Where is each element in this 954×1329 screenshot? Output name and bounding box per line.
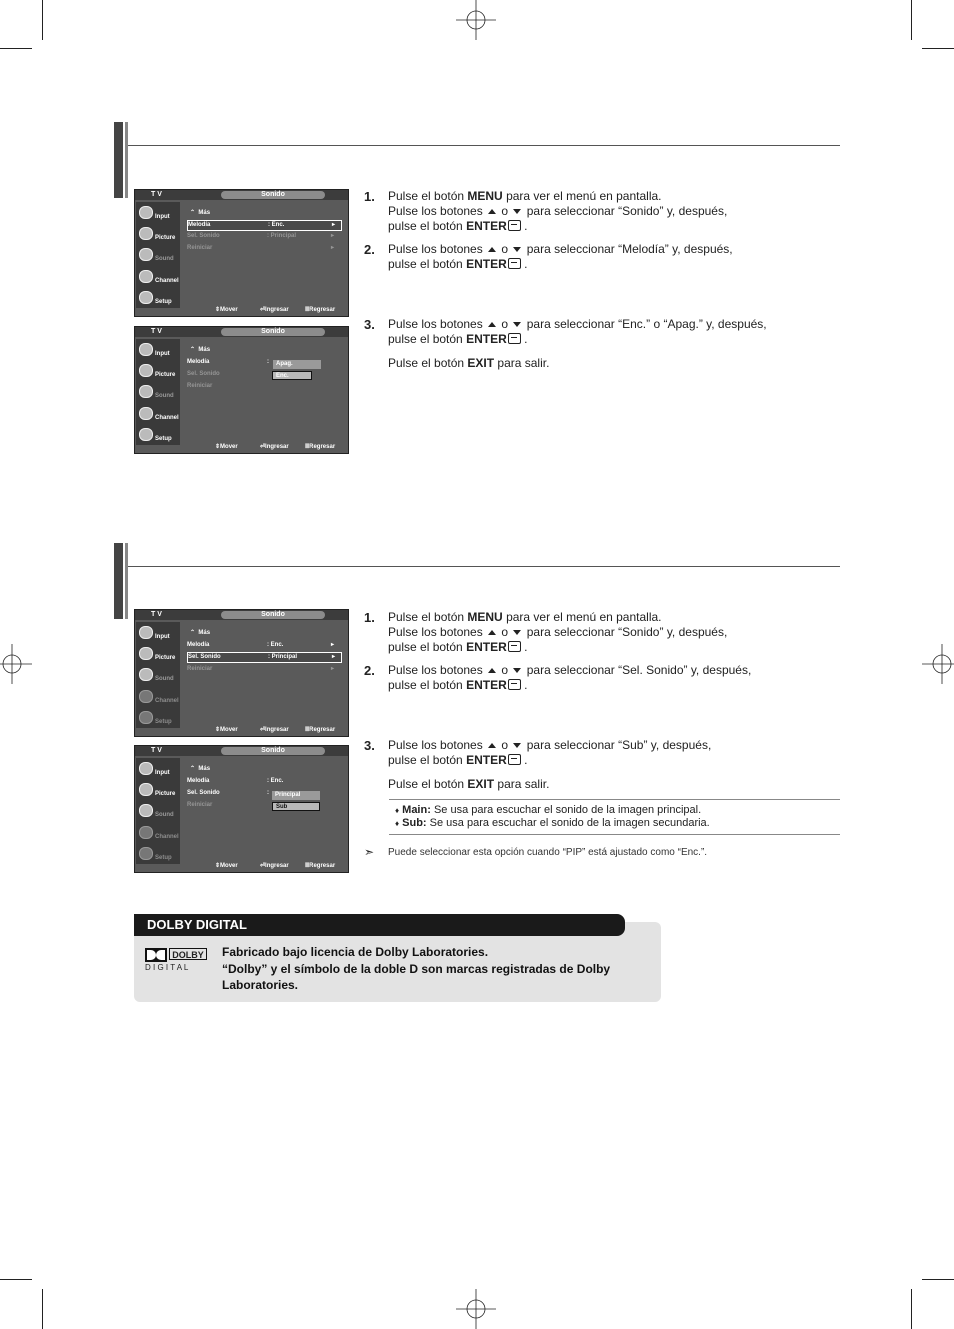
menu-row-sel-sonido: Sel. Sonido : <box>187 790 269 796</box>
info-box <box>389 799 840 835</box>
enter-icon <box>508 220 521 231</box>
tv-menu-screenshot <box>134 189 349 317</box>
menu-footer: ⇕Mover ⏎Ingresar ⅢRegresar <box>215 863 336 869</box>
sidebar-item-channel: Channel <box>136 268 180 288</box>
down-arrow-icon <box>513 743 521 748</box>
menu-tab-title: Sonido <box>221 611 325 619</box>
sidebar-item-picture: Picture <box>136 781 180 801</box>
menu-footer: ⇕Mover ⏎Ingresar ⅢRegresar <box>215 444 336 450</box>
sidebar-item-sound: Sound <box>136 383 180 403</box>
input-icon <box>139 762 153 775</box>
menu-footer: ⇕Mover ⏎Ingresar ⅢRegresar <box>215 727 336 733</box>
tv-label: T V <box>151 611 162 618</box>
crop-mark <box>911 1289 912 1329</box>
menu-row-sel-sonido: Sel. Sonido <box>187 371 220 377</box>
channel-icon <box>139 407 153 420</box>
sidebar-item-picture: Picture <box>136 225 180 245</box>
tv-label: T V <box>151 191 162 198</box>
up-arrow-icon <box>488 668 496 673</box>
dolby-title: DOLBY DIGITAL <box>134 914 625 936</box>
section-marker <box>114 122 128 198</box>
menu-tab-title: Sonido <box>221 747 325 755</box>
sidebar-item-setup: Setup <box>136 289 180 309</box>
crop-mark <box>0 1279 32 1280</box>
input-icon <box>139 626 153 639</box>
info-line-sub: ♦ Sub: Se usa para escuchar el sonido de la imagen secundaria. <box>395 817 710 829</box>
sidebar-item-picture: Picture <box>136 645 180 665</box>
sidebar-item-sound: Sound <box>136 802 180 822</box>
tv-label: T V <box>151 328 162 335</box>
tv-menu-screenshot <box>134 326 349 454</box>
setup-icon <box>139 428 153 441</box>
menu-more: ⌃ Más <box>190 630 211 636</box>
section-rule <box>128 145 840 146</box>
menu-row-melodia: Melodía : <box>187 359 269 365</box>
crop-mark <box>0 48 32 49</box>
down-arrow-icon <box>513 630 521 635</box>
sidebar-item-input: Input <box>136 760 180 780</box>
picture-icon <box>139 647 153 660</box>
up-arrow-icon <box>488 743 496 748</box>
enter-icon <box>508 333 521 344</box>
enter-icon <box>508 641 521 652</box>
menu-row-melodia: Melodía : Enc. ▸ <box>187 220 342 231</box>
tv-menu-screenshot <box>134 745 349 873</box>
double-d-icon <box>145 948 167 962</box>
sidebar-item-input: Input <box>136 204 180 224</box>
input-icon <box>139 343 153 356</box>
channel-icon <box>139 270 153 283</box>
sidebar-item-setup: Setup <box>136 845 180 865</box>
exit-instruction: Pulse el botón EXIT para salir. <box>388 777 550 791</box>
registration-mark-icon <box>456 0 496 40</box>
sidebar-item-setup: Setup <box>136 426 180 446</box>
tv-menu-screenshot <box>134 609 349 737</box>
menu-tab-title: Sonido <box>221 328 325 336</box>
note-icon: ➣ <box>364 845 375 859</box>
up-arrow-icon <box>488 630 496 635</box>
menu-sidebar <box>136 758 180 864</box>
menu-row-melodia: Melodía : Enc. <box>187 778 284 784</box>
setup-icon <box>139 291 153 304</box>
menu-row-sel-sonido: Sel. Sonido : Principal ▸ <box>187 233 334 239</box>
input-icon <box>139 206 153 219</box>
popup-option-enc: Enc. <box>272 371 312 380</box>
menu-footer: ⇕Mover ⏎Ingresar ⅢRegresar <box>215 307 336 313</box>
menu-row-reiniciar: Reiniciar ▸ <box>187 245 334 251</box>
enter-icon <box>508 754 521 765</box>
menu-row-melodia: Melodía : Enc. ▸ <box>187 642 334 648</box>
sidebar-item-channel: Channel <box>136 405 180 425</box>
sidebar-item-channel: Channel <box>136 688 180 708</box>
crop-mark <box>42 0 43 40</box>
menu-sidebar <box>136 202 180 308</box>
dolby-license-text <box>222 944 652 994</box>
sidebar-item-sound: Sound <box>136 666 180 686</box>
note-text: Puede seleccionar esta opción cuando “PIP” está ajustado como “Enc.”. <box>388 847 708 858</box>
picture-icon <box>139 783 153 796</box>
up-arrow-icon <box>488 247 496 252</box>
crop-mark <box>922 1279 954 1280</box>
dolby-wordmark: DOLBY <box>169 948 207 960</box>
menu-more: ⌃ Más <box>190 766 211 772</box>
registration-mark-icon <box>914 644 954 684</box>
crop-mark <box>911 0 912 40</box>
registration-mark-icon <box>456 1289 496 1329</box>
crop-mark <box>922 48 954 49</box>
section-marker <box>114 543 128 619</box>
dolby-line-2: “Dolby” y el símbolo de la doble D son marcas registradas de Dolby Laboratories. <box>222 961 611 992</box>
info-line-main: ♦ Main: Se usa para escuchar el sonido de la imagen principal. <box>395 804 702 816</box>
setup-icon <box>139 847 153 860</box>
sidebar-item-picture: Picture <box>136 362 180 382</box>
up-arrow-icon <box>488 322 496 327</box>
crop-mark <box>42 1289 43 1329</box>
popup-option-apag: Apag. <box>273 360 321 369</box>
picture-icon <box>139 364 153 377</box>
menu-more: ⌃ Más <box>190 210 211 216</box>
picture-icon <box>139 227 153 240</box>
enter-icon <box>508 679 521 690</box>
registration-mark-icon <box>0 644 40 684</box>
menu-sidebar <box>136 622 180 728</box>
exit-instruction: Pulse el botón EXIT para salir. <box>388 356 550 370</box>
down-arrow-icon <box>513 209 521 214</box>
sound-icon <box>139 385 153 398</box>
sound-icon <box>139 804 153 817</box>
channel-icon <box>139 826 153 839</box>
dolby-line-1: Fabricado bajo licencia de Dolby Laboratories. <box>222 945 489 959</box>
menu-tab-title: Sonido <box>221 191 325 199</box>
up-arrow-icon <box>488 209 496 214</box>
down-arrow-icon <box>513 322 521 327</box>
menu-sidebar <box>136 339 180 445</box>
sidebar-item-sound: Sound <box>136 246 180 266</box>
menu-row-reiniciar: Reiniciar ▸ <box>187 666 334 672</box>
dolby-digital-wordmark: D I G I T A L <box>145 963 189 972</box>
tv-label: T V <box>151 747 162 754</box>
menu-row-reiniciar: Reiniciar <box>187 802 213 808</box>
popup-option-sub: Sub <box>272 802 320 811</box>
section-rule <box>128 566 840 567</box>
sidebar-item-input: Input <box>136 624 180 644</box>
sidebar-item-input: Input <box>136 341 180 361</box>
sidebar-item-setup: Setup <box>136 709 180 729</box>
menu-more: ⌃ Más <box>190 347 211 353</box>
down-arrow-icon <box>513 668 521 673</box>
down-arrow-icon <box>513 247 521 252</box>
sound-icon <box>139 668 153 681</box>
dolby-logo <box>145 947 209 973</box>
menu-row-reiniciar: Reiniciar <box>187 383 213 389</box>
sound-icon <box>139 248 153 261</box>
channel-icon <box>139 690 153 703</box>
popup-option-principal: Principal <box>272 791 320 800</box>
menu-row-sel-sonido: Sel. Sonido : Principal ▸ <box>187 652 342 663</box>
enter-icon <box>508 258 521 269</box>
setup-icon <box>139 711 153 724</box>
sidebar-item-channel: Channel <box>136 824 180 844</box>
